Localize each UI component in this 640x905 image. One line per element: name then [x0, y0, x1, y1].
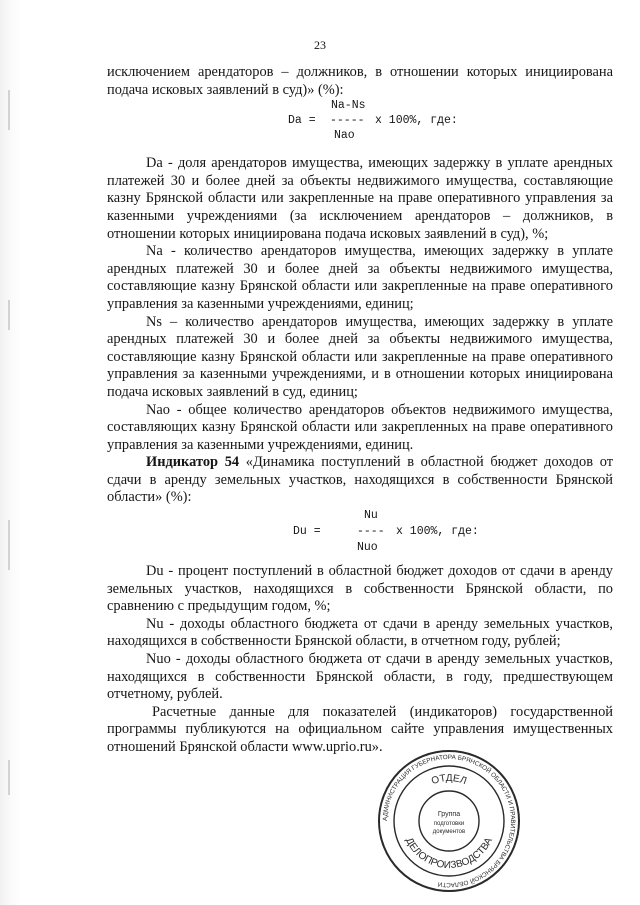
- paragraph-intro: исключением арендаторов – должников, в отношении которых инициирована подача исковых заявлений в суд)» (%):: [107, 64, 613, 98]
- indicator-54-text: «Динамика поступлений в областной бюджет доходов от сдачи в аренду земельных участков, находящихся в собственности Брянской области» (%):: [107, 454, 613, 506]
- stamp-center-line-2: подготовки: [433, 821, 465, 827]
- formula-da-rhs: x 100%, где:: [375, 114, 458, 128]
- definition-na: Na - количество арендаторов имущества, имеющих задержку в уплате арендных платежей 30 и более дней за объекты недвижимого имущества, составляющие казну Брянской области или закрепленные на праве оперативного управления за казенными учреждениями, единиц;: [107, 243, 613, 312]
- formula-da: [107, 99, 613, 155]
- formula-du: [107, 507, 613, 563]
- definition-du: Du - процент поступлений в областной бюджет доходов от сдачи в аренду земельных участков, находящихся в собственности Брянской области, по сравнению с предыдущим годом, %;: [107, 563, 613, 615]
- formula-da-numerator: Na-Ns: [331, 99, 366, 113]
- stamp-outer-ring-text: АДМИНИСТРАЦИЯ ГУБЕРНАТОРА БРЯНСКОЙ ОБЛАСТИ И ПРАВИТЕЛЬСТВА БРЯНСКОЙ ОБЛАСТИ: [381, 753, 517, 889]
- formula-du-fraction-line: ----: [357, 525, 385, 539]
- definition-ns: Ns – количество арендаторов имущества, имеющих задержку в уплате арендных платежей 30 и более дней за объекты недвижимого имущества, составляющие казну Брянской области или закрепленные на праве оперативного управления за казенными учреждениями, и в отношении которых инициирована подача исковых заявлений в суд, единиц;: [107, 313, 613, 400]
- stamp-word-top: ОТДЕЛ: [430, 772, 468, 788]
- formula-da-lhs: Da =: [288, 114, 316, 128]
- formula-da-denominator: Nao: [334, 129, 355, 143]
- formula-du-numerator: Nu: [364, 509, 378, 523]
- formula-du-denominator: Nuo: [357, 541, 378, 555]
- indicator-54-paragraph: [107, 454, 613, 507]
- definition-da: Da - доля арендаторов имущества, имеющих задержку в уплате арендных платежей 30 и более дней за объекты недвижимого имущества, составляющие казну Брянской области или закрепленные на праве оперативного управления за казенными учреждениями (за исключением арендаторов – должников, в отношении которых инициирована подача исковых заявлений в суд), %;: [107, 155, 613, 242]
- scan-binding-edge: [0, 0, 22, 905]
- department-stamp: [376, 748, 522, 894]
- definition-nu: Nu - доходы областного бюджета от сдачи в аренду земельных участков, находящихся в собственности Брянской области, в отчетном году, рублей;: [107, 615, 613, 650]
- stamp-center-line-1: Группа: [437, 811, 461, 818]
- stamp-word-ring: ДЕЛОПРОИЗВОДСТВА: [403, 835, 495, 872]
- closing-paragraph: Расчетные данные для показателей (индикаторов) государственной программы публикуются на официальном сайте управления имущественных отношений Брянской области www.uprio.ru».: [107, 703, 613, 755]
- definition-nuo: Nuo - доходы областного бюджета от сдачи в аренду земельных участков, находящихся в собственности Брянской области, в году, предшествующем отчетному, рублей.: [107, 651, 613, 703]
- formula-du-lhs: Du =: [293, 525, 321, 539]
- formula-du-rhs: x 100%, где:: [396, 525, 479, 539]
- definition-nao: Nao - общее количество арендаторов объектов недвижимого имущества, составляющих казну Брянской области или закрепленных на праве оперативного управления за казенными учреждениями, единиц.: [107, 401, 613, 453]
- formula-da-fraction-line: -----: [330, 114, 365, 128]
- document-body: [107, 64, 613, 757]
- stamp-center-line-3: документов: [432, 829, 466, 835]
- page-number: 23: [314, 38, 326, 52]
- indicator-54-label: Индикатор 54: [146, 454, 240, 471]
